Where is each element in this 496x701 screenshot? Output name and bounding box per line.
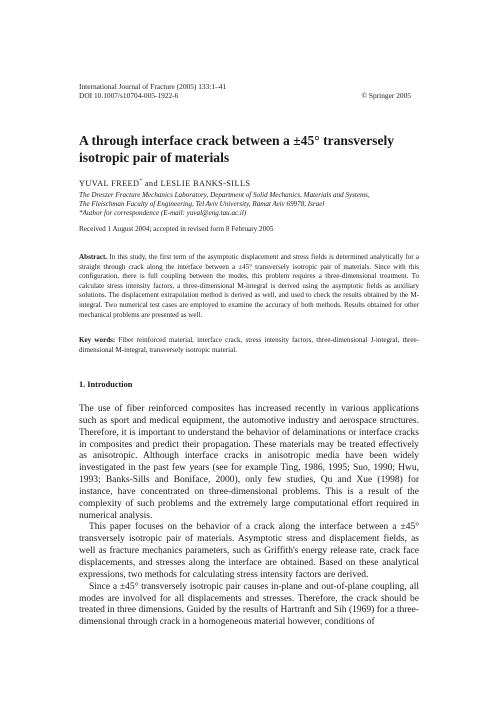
paragraph: The use of fiber reinforced composites has increased recently in various applications such as sport and medical equipment, the automotive industry and aerospace structures. Therefore, it is important to understand the behavior of delaminations or interface cracks in composites and predict their propagation. These materials may be treated effectively as anisotropic. Although interface cracks in anisotropic media have been widely investigated in the past few years (see for example Ting, 1986, 1995; Suo, 1990; Hwu, 1993; Banks-Sills and Boniface, 2000), only few studies, Qu and Xue (1998) for instance, have concentrated on three-dimensional problems. This is a result of the complexity of such problems and the extremely large computational effort required in numerical analysis. — [79, 404, 419, 521]
authors — [79, 179, 250, 188]
abstract-label: Abstract. — [79, 253, 108, 261]
keywords — [79, 336, 419, 355]
doi-line: DOI 10.1007/s10704-005-1922-6 — [79, 91, 179, 100]
paragraph: Since a ±45° transversely isotropic pair causes in-plane and out-of-plane coupling, all modes are involved for all displacements and stresses. Therefore, the crack should be treated in three dimensions. Guided by the results of Hartranft and Sih (1969) for a three-dimensional through crack in a homogeneous material however, conditions of — [79, 581, 419, 628]
author-second: LESLIE BANKS-SILLS — [160, 179, 251, 188]
keywords-label: Key words: — [79, 336, 116, 344]
author-conjunction: and — [144, 179, 158, 188]
affiliation-line-1: The Dreszer Fracture Mechanics Laboratory, Department of Solid Mechanics, Materials and Systems, — [79, 191, 370, 199]
affiliation-line-2: The Fleischman Faculty of Engineering, Tel Aviv University, Ramat Aviv 69978, Israel — [79, 200, 325, 208]
keywords-text: Fiber reinforced material, interface crack, stress intensity factors, three-dimensional J-integral, three-dimensional M-integral, transversely isotropic material. — [79, 336, 419, 354]
affiliation-line-3: *Author for correspondence (E-mail: yuval@eng.tau.ac.il) — [79, 209, 247, 217]
abstract-text: In this study, the first term of the asymptotic displacement and stress fields is determined analytically for a straight through crack along the interface between a ±45° transversely isotropic pair of materials. Since with this configuration, there is full coupling between the modes, this problem requires a three-dimensional treatment. To calculate stress intensity factors, a three-dimensional M-integral is derived using the asymptotic fields as auxiliary solutions. The displacement extrapolation method is derived as well, and used to check the results obtained by the M-integral. Two numerical test cases are employed to examine the accuracy of both methods. Results obtained for other mechanical problems are presented as well. — [79, 253, 419, 319]
abstract — [79, 253, 419, 320]
copyright: © Springer 2005 — [361, 91, 411, 100]
received-dates: Received 1 August 2004; accepted in revised form 8 February 2005 — [79, 225, 274, 233]
correspondence-mark: * — [139, 179, 143, 185]
body-text — [79, 404, 419, 629]
paper-title: A through interface crack between a ±45° transversely isotropic pair of materials — [79, 133, 395, 165]
author-first: YUVAL FREED — [79, 179, 140, 188]
paragraph: This paper focuses on the behavior of a crack along the interface between a ±45° transversely isotropic pair of materials. Asymptotic stress and displacement fields, as well as fracture mechanics parameters, such as Griffith's energy release rate, crack face displacements, and stresses along the interface are obtained. Based on these analytical expressions, two methods for calculating stress intensity factors are derived. — [79, 522, 419, 580]
section-heading: 1. Introduction — [79, 380, 133, 389]
journal-line: International Journal of Fracture (2005) 133:1–41 — [79, 82, 227, 91]
